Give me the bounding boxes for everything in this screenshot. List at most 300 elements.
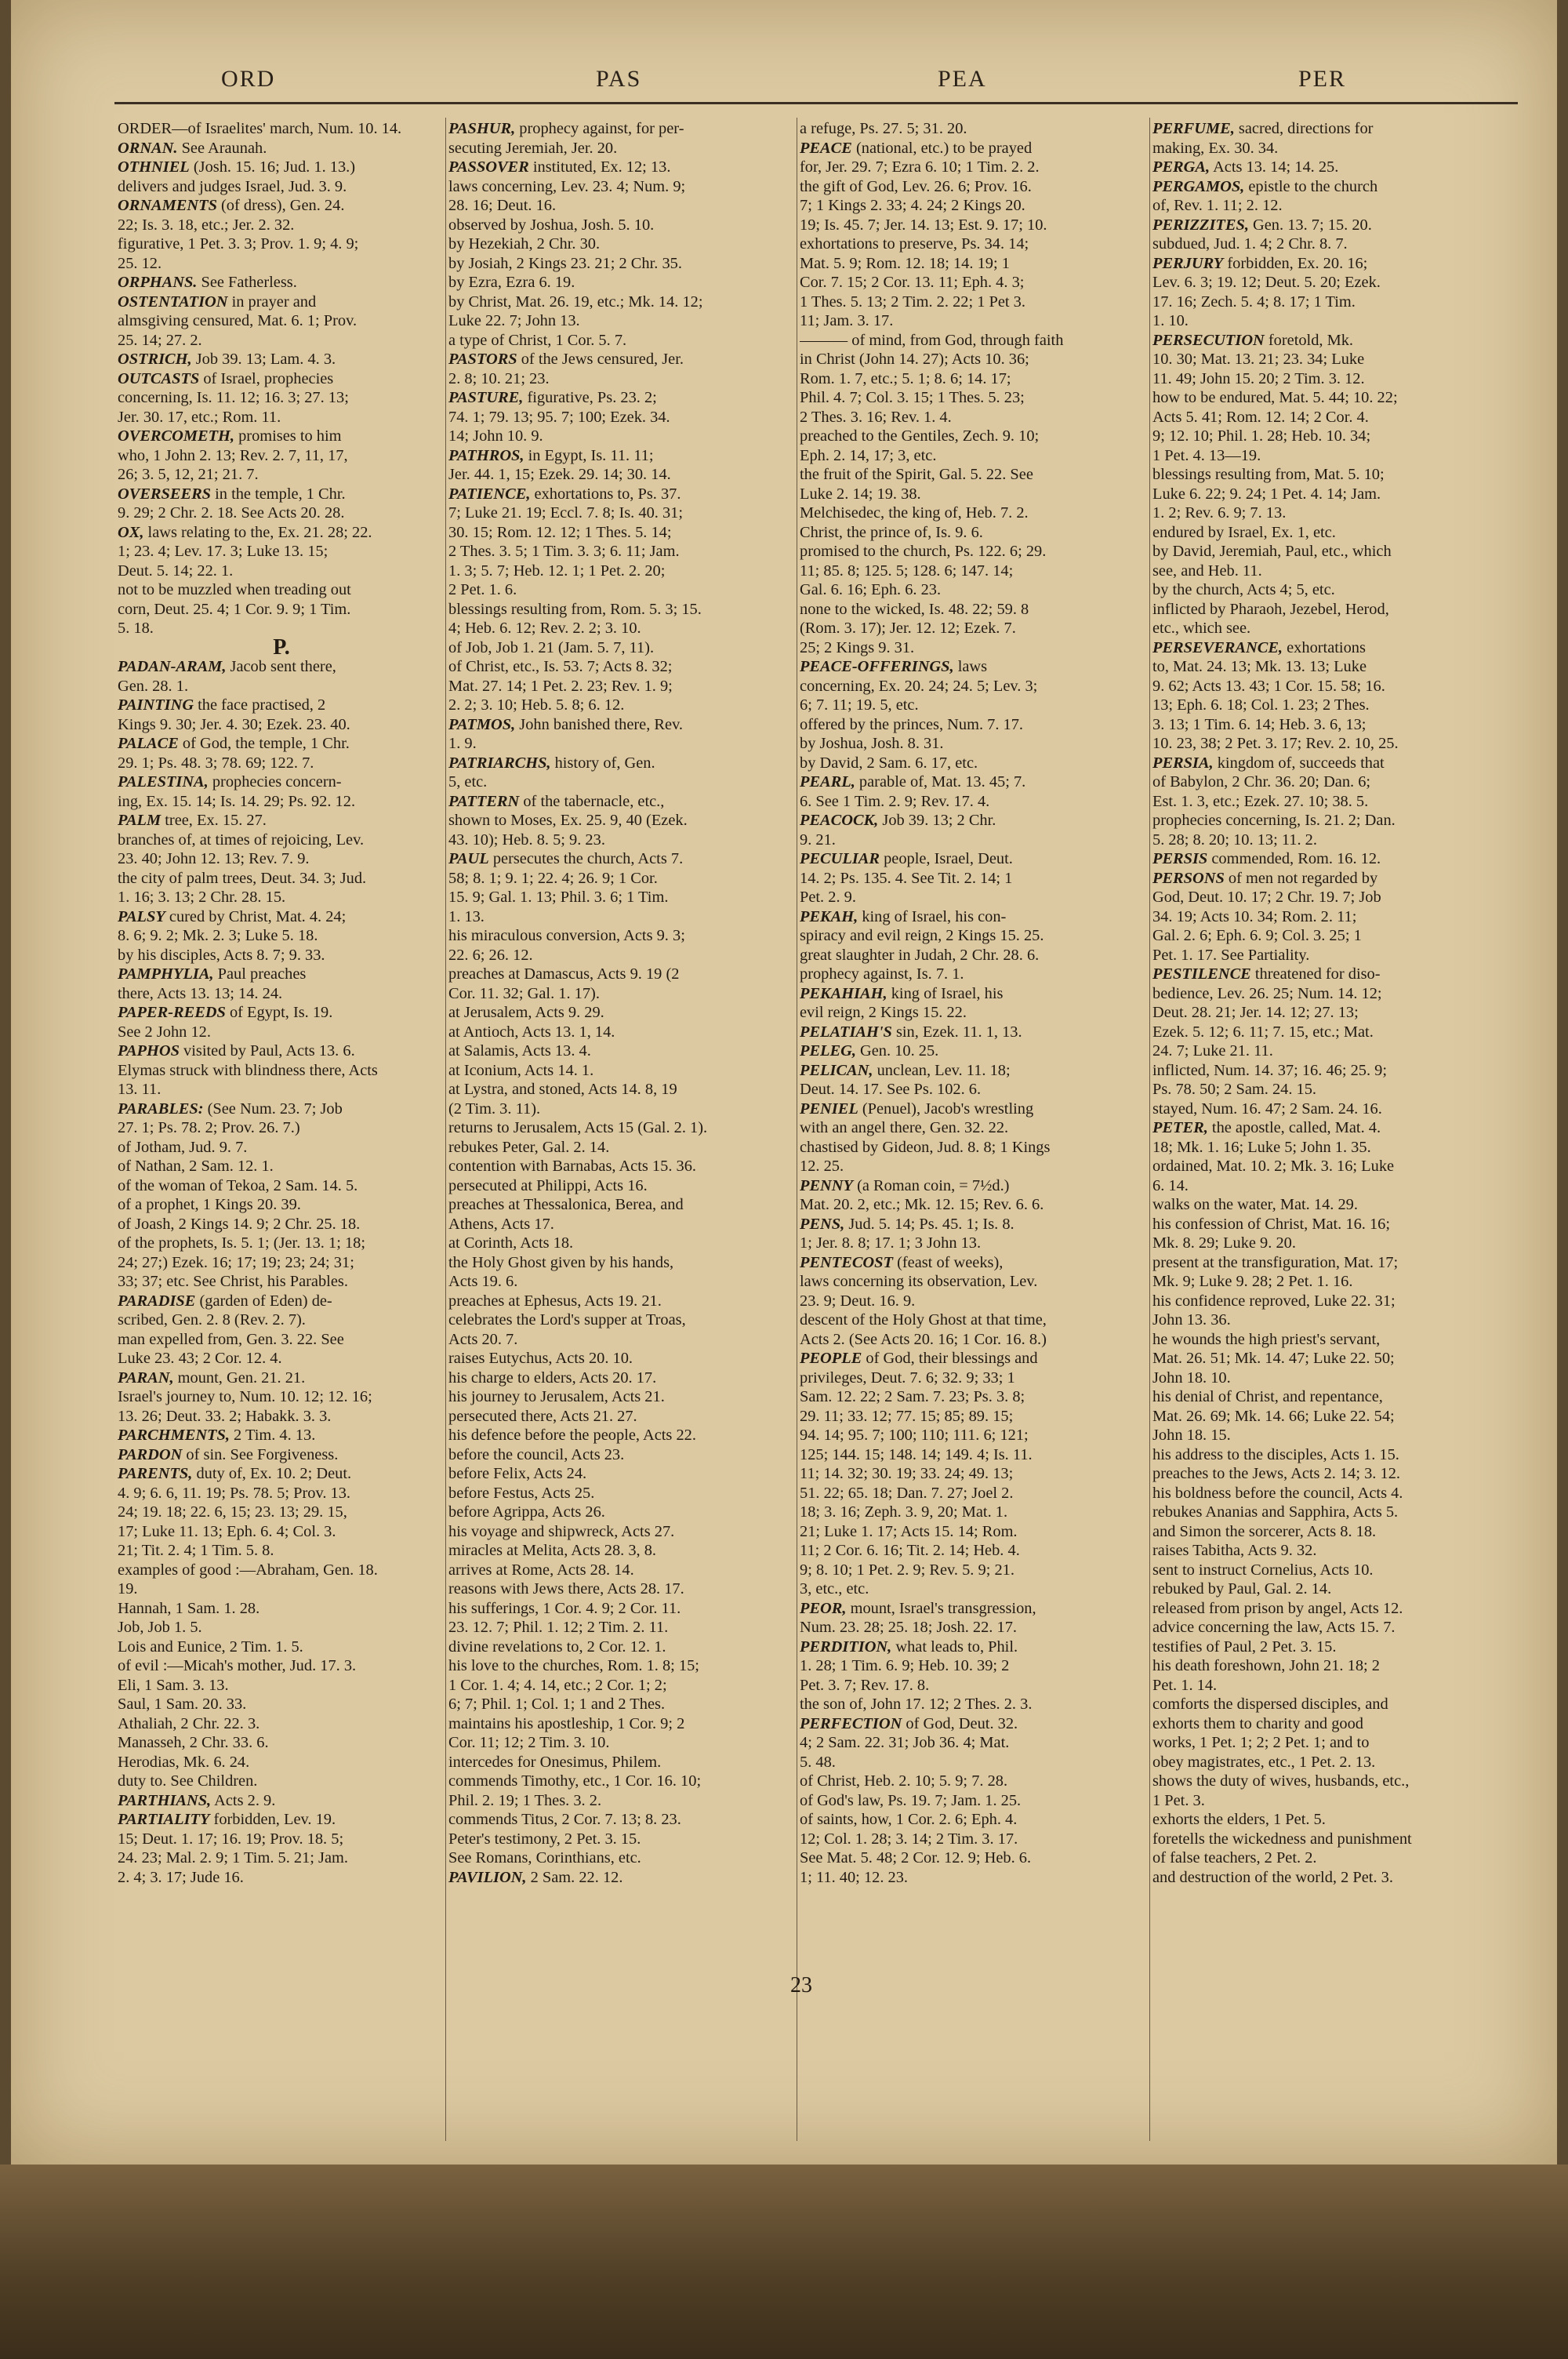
headword: OVERSEERS xyxy=(118,485,212,503)
index-entry-line: none to the wicked, Is. 48. 22; 59. 8 xyxy=(800,600,1029,618)
index-entry-line xyxy=(1152,254,1480,274)
index-entry-line: 28. 16; Deut. 16. xyxy=(448,197,557,214)
index-entry-line: obey magistrates, etc., 1 Pet. 2. 13. xyxy=(1152,1753,1376,1771)
index-entry-line: ordained, Mat. 10. 2; Mk. 3. 16; Luke xyxy=(1152,1158,1395,1175)
index-entry-line: blessings resulting from, Rom. 5. 3; 15. xyxy=(448,600,702,618)
index-entry-line: (2 Tim. 3. 11). xyxy=(448,1100,541,1118)
headword: PALESTINA, xyxy=(118,773,209,791)
index-column-2 xyxy=(448,119,776,1887)
entry-text: people, Israel, Deut. xyxy=(879,850,1013,867)
index-entry-line: Eli, 1 Sam. 3. 13. xyxy=(118,1676,229,1694)
index-entry-line: commends Titus, 2 Cor. 7. 13; 8. 23. xyxy=(448,1811,681,1828)
index-entry-line: 6. See 1 Tim. 2. 9; Rev. 17. 4. xyxy=(800,792,990,810)
index-entry-line: 2. 2; 3. 10; Heb. 5. 8; 6. 12. xyxy=(448,696,625,714)
headword: PERSECUTION xyxy=(1152,331,1265,349)
headword: PADAN-ARAM, xyxy=(118,658,227,675)
index-entry-line: 1. 3; 5. 7; Heb. 12. 1; 1 Pet. 2. 20; xyxy=(448,562,666,580)
index-entry-line: his voyage and shipwreck, Acts 27. xyxy=(448,1522,675,1540)
headword: PARCHMENTS, xyxy=(118,1427,230,1444)
index-entry-line: spiracy and evil reign, 2 Kings 15. 25. xyxy=(800,927,1044,944)
index-entry-line: his love to the churches, Rom. 1. 8; 15; xyxy=(448,1657,699,1674)
running-header-pas: PAS xyxy=(596,66,642,92)
index-entry-line: Herodias, Mk. 6. 24. xyxy=(118,1753,250,1771)
index-entry-line: 23. 40; John 12. 13; Rev. 7. 9. xyxy=(118,850,310,867)
index-entry-line xyxy=(118,293,445,312)
entry-text: in prayer and xyxy=(227,293,317,311)
index-entry-line: John 18. 15. xyxy=(1152,1427,1231,1444)
index-entry-line: 24; 19. 18; 22. 6, 15; 23. 13; 29. 15, xyxy=(118,1503,347,1521)
index-entry-line xyxy=(1152,177,1480,197)
index-entry-line: 8. 6; 9. 2; Mk. 2. 3; Luke 5. 18. xyxy=(118,927,318,944)
index-entry-line: with an angel there, Gen. 32. 22. xyxy=(800,1119,1009,1136)
index-entry-line: observed by Joshua, Josh. 5. 10. xyxy=(448,216,655,234)
headword: OSTENTATION xyxy=(118,293,228,311)
index-entry-line: 9. 29; 2 Chr. 2. 18. See Acts 20. 28. xyxy=(118,504,345,522)
entry-text: Jud. 5. 14; Ps. 45. 1; Is. 8. xyxy=(844,1215,1014,1233)
entry-text: Acts 2. 9. xyxy=(211,1791,276,1809)
entry-text: of God, their blessings and xyxy=(862,1350,1038,1367)
index-entry-line: 29. 1; Ps. 48. 3; 78. 69; 122. 7. xyxy=(118,754,314,772)
index-entry-line: his death foreshown, John 21. 18; 2 xyxy=(1152,1657,1380,1674)
entry-text: exhortations to, Ps. 37. xyxy=(530,485,681,503)
index-entry-line: at Salamis, Acts 13. 4. xyxy=(448,1042,591,1060)
index-entry-line xyxy=(118,1810,445,1830)
index-entry-line: 1. 28; 1 Tim. 6. 9; Heb. 10. 39; 2 xyxy=(800,1657,1010,1674)
index-entry-line: Pet. 2. 9. xyxy=(800,889,856,906)
headword: PESTILENCE xyxy=(1152,965,1251,983)
headword: PASTORS xyxy=(448,351,517,368)
headword: PERSONS xyxy=(1152,869,1225,887)
index-entry-line: his journey to Jerusalem, Acts 21. xyxy=(448,1388,665,1405)
index-entry-line: of Christ, Heb. 2. 10; 5. 9; 7. 28. xyxy=(800,1772,1008,1790)
headword: PERSIA, xyxy=(1152,754,1214,772)
headword: ORPHANS. xyxy=(118,274,198,291)
headword: PEACOCK, xyxy=(800,812,879,829)
index-entry-line: 14. 2; Ps. 135. 4. See Tit. 2. 14; 1 xyxy=(800,869,1013,887)
headword: PELATIAH'S xyxy=(800,1023,892,1041)
index-entry-line: promised to the church, Ps. 122. 6; 29. xyxy=(800,543,1047,560)
index-entry-line: 2. 4; 3. 17; Jude 16. xyxy=(118,1868,244,1886)
index-entry-line: 12; Col. 1. 28; 3. 14; 2 Tim. 3. 17. xyxy=(800,1830,1018,1848)
index-entry-line: laws concerning, Lev. 23. 4; Num. 9; xyxy=(448,177,686,195)
index-entry-line: 10. 30; Mat. 13. 21; 23. 34; Luke xyxy=(1152,351,1365,368)
index-entry-line xyxy=(800,772,1127,792)
entry-text: prophecy against, for per- xyxy=(515,120,684,137)
index-entry-line: 94. 14; 95. 7; 100; 110; 111. 6; 121; xyxy=(800,1427,1029,1444)
index-entry-line: 24. 7; Luke 21. 11. xyxy=(1152,1042,1273,1060)
index-entry-line xyxy=(118,1100,445,1119)
index-entry-line: divine revelations to, 2 Cor. 12. 1. xyxy=(448,1637,666,1656)
entry-text: parable of, Mat. 13. 45; 7. xyxy=(855,773,1026,791)
index-entry-line: Luke 2. 14; 19. 38. xyxy=(800,485,921,503)
headword: PERIZZITES, xyxy=(1152,216,1249,234)
entry-text: (Josh. 15. 16; Jud. 1. 13.) xyxy=(189,158,356,176)
index-entry-line: of Babylon, 2 Chr. 36. 20; Dan. 6; xyxy=(1152,773,1371,791)
index-entry-line: Deut. 5. 14; 22. 1. xyxy=(118,562,234,580)
index-entry-line: 33; 37; etc. See Christ, his Parables. xyxy=(118,1273,348,1290)
index-entry-line: 1. 16; 3. 13; 2 Chr. 28. 15. xyxy=(118,889,286,906)
index-entry-line: contention with Barnabas, Acts 15. 36. xyxy=(448,1158,697,1175)
entry-text: Job 39. 13; 2 Chr. xyxy=(878,812,996,829)
index-entry-line: preaches to the Jews, Acts 2. 14; 3. 12. xyxy=(1152,1465,1400,1482)
index-entry-line: bedience, Lev. 26. 25; Num. 14. 12; xyxy=(1152,984,1382,1002)
entry-text: the face practised, 2 xyxy=(194,696,326,714)
index-entry-line: 125; 144. 15; 148. 14; 149. 4; Is. 11. xyxy=(800,1445,1033,1463)
index-entry-line: at Iconium, Acts 14. 1. xyxy=(448,1061,594,1079)
index-entry-line xyxy=(800,1176,1127,1196)
entry-text: tree, Ex. 15. 27. xyxy=(161,812,267,829)
index-entry-line: concerning, Is. 11. 12; 16. 3; 27. 13; xyxy=(118,389,349,406)
index-entry-line: 2 Pet. 1. 6. xyxy=(448,581,517,598)
index-entry-line: Lev. 6. 3; 19. 12; Deut. 5. 20; Ezek. xyxy=(1152,274,1381,291)
index-entry-line: 1. 9. xyxy=(448,735,477,752)
index-entry-line xyxy=(800,984,1127,1004)
index-entry-line: 18; 3. 16; Zeph. 3. 9, 20; Mat. 1. xyxy=(800,1503,1008,1521)
index-entry-line: corn, Deut. 25. 4; 1 Cor. 9. 9; 1 Tim. xyxy=(118,600,351,618)
index-column-4 xyxy=(1152,119,1480,1887)
index-entry-line: prophecies concerning, Is. 21. 2; Dan. xyxy=(1152,812,1396,829)
index-entry-line: 1; Jer. 8. 8; 17. 1; 3 John 13. xyxy=(800,1234,982,1252)
index-entry-line: Job, Job 1. 5. xyxy=(118,1619,202,1636)
index-entry-line: offered by the princes, Num. 7. 17. xyxy=(800,715,1024,733)
headword: PEARL, xyxy=(800,773,855,791)
index-entry-line: of Job, Job 1. 21 (Jam. 5. 7, 11). xyxy=(448,638,655,656)
index-entry-line: Deut. 14. 17. See Ps. 102. 6. xyxy=(800,1081,982,1098)
index-entry-line: 51. 22; 65. 18; Dan. 7. 27; Joel 2. xyxy=(800,1484,1014,1502)
index-entry-line: 7; Luke 21. 19; Eccl. 7. 8; Is. 40. 31; xyxy=(448,504,684,522)
index-entry-line: at Antioch, Acts 13. 1, 14. xyxy=(448,1023,615,1041)
index-entry-line: 11; 14. 32; 30. 19; 33. 24; 49. 13; xyxy=(800,1465,1014,1482)
index-entry-line: 22. 6; 26. 12. xyxy=(448,946,533,964)
running-header-ord: ORD xyxy=(221,66,276,92)
index-entry-line: preaches at Ephesus, Acts 19. 21. xyxy=(448,1292,662,1310)
index-entry-line: Jer. 44. 1, 15; Ezek. 29. 14; 30. 14. xyxy=(448,466,671,483)
index-entry-line: branches of, at times of rejoicing, Lev. xyxy=(118,831,365,849)
index-entry-line: 26; 3. 5, 12, 21; 21. 7. xyxy=(118,466,259,483)
headword: PERSEVERANCE, xyxy=(1152,638,1283,656)
index-entry-line: 1; 23. 4; Lev. 17. 3; Luke 13. 15; xyxy=(118,543,328,560)
index-entry-line: of Joash, 2 Kings 14. 9; 2 Chr. 25. 18. xyxy=(118,1215,361,1233)
index-entry-line: 12. 25. xyxy=(800,1158,844,1175)
index-entry-line: 6; 7. 11; 19. 5, etc. xyxy=(800,696,919,714)
entry-text: (feast of weeks), xyxy=(892,1253,1004,1271)
index-entry-line xyxy=(1152,754,1480,773)
index-entry-line: intercedes for Onesimus, Philem. xyxy=(448,1753,662,1771)
index-entry-line: Ezek. 5. 12; 6. 11; 7. 15, etc.; Mat. xyxy=(1152,1023,1374,1041)
headword: PARAN, xyxy=(118,1369,174,1387)
index-entry-line xyxy=(118,1041,445,1061)
index-entry-line: 11. 49; John 15. 20; 2 Tim. 3. 12. xyxy=(1152,369,1365,387)
index-entry-line: of evil :—Micah's mother, Jud. 17. 3. xyxy=(118,1657,357,1674)
index-entry-line: Acts 20. 7. xyxy=(448,1330,518,1348)
index-entry-line: his confidence reproved, Luke 22. 31; xyxy=(1152,1292,1396,1310)
index-entry-line: inflicted by Pharaoh, Jezebel, Herod, xyxy=(1152,600,1389,618)
page-number: 23 xyxy=(790,1973,812,1997)
entry-text: duty of, Ex. 10. 2; Deut. xyxy=(192,1465,352,1482)
index-entry-line xyxy=(118,427,445,446)
index-entry-line: celebrates the Lord's supper at Troas, xyxy=(448,1311,686,1329)
index-entry-line: (Rom. 3. 17); Jer. 12. 12; Ezek. 7. xyxy=(800,620,1016,637)
index-entry-line: 11; 85. 8; 125. 5; 128. 6; 147. 14; xyxy=(800,562,1014,580)
index-entry-line: descent of the Holy Ghost at that time, xyxy=(800,1311,1047,1329)
index-entry-line: 4; 2 Sam. 22. 31; Job 36. 4; Mat. xyxy=(800,1734,1010,1751)
headword: PENIEL xyxy=(800,1100,858,1118)
index-column-1 xyxy=(118,119,445,1887)
index-entry-line xyxy=(800,139,1127,158)
index-entry-line xyxy=(118,657,445,677)
index-entry-line: Elymas struck with blindness there, Acts xyxy=(118,1061,378,1079)
index-entry-line: of, Rev. 1. 11; 2. 12. xyxy=(1152,197,1283,214)
entry-text: of God, Deut. 32. xyxy=(902,1714,1018,1732)
index-entry-line: exhortations to preserve, Ps. 34. 14; xyxy=(800,235,1029,253)
headword: PATIENCE, xyxy=(448,485,531,503)
headword: PAPHOS xyxy=(118,1042,180,1060)
index-entry-line: chastised by Gideon, Jud. 8. 8; 1 Kings xyxy=(800,1138,1051,1156)
index-entry-line: 1 Thes. 5. 13; 2 Tim. 2. 22; 1 Pet 3. xyxy=(800,293,1025,311)
index-entry-line xyxy=(800,1023,1127,1042)
index-entry-line: works, 1 Pet. 1; 2; 2 Pet. 1; and to xyxy=(1152,1734,1370,1751)
index-entry-line xyxy=(1152,1118,1480,1138)
index-entry-line: Lois and Eunice, 2 Tim. 1. 5. xyxy=(118,1637,303,1656)
index-entry-line: by the church, Acts 4; 5, etc. xyxy=(1152,581,1335,598)
headword: ORNAN. xyxy=(118,139,178,157)
index-entry-line: 1 Pet. 3. xyxy=(1152,1791,1205,1809)
headword: PARABLES: xyxy=(118,1100,204,1118)
entry-text: foretold, Mk. xyxy=(1264,331,1354,349)
headword: PAMPHYLIA, xyxy=(118,965,214,983)
headword: PERJURY xyxy=(1152,254,1224,272)
index-entry-line: the city of palm trees, Deut. 34. 3; Jud. xyxy=(118,869,367,887)
entry-text: (See Num. 23. 7; Job xyxy=(203,1100,343,1118)
index-entry-line: of Nathan, 2 Sam. 12. 1. xyxy=(118,1158,274,1175)
index-entry-line xyxy=(448,754,776,773)
index-entry-line xyxy=(118,158,445,177)
headword: OTHNIEL xyxy=(118,158,190,176)
index-entry-line: Rom. 1. 7, etc.; 5. 1; 8. 6; 14. 17; xyxy=(800,369,1011,387)
index-entry-line: Num. 23. 28; 25. 18; Josh. 22. 17. xyxy=(800,1619,1017,1636)
headword: PATRIARCHS, xyxy=(448,754,551,772)
index-entry-line: there, Acts 13. 13; 14. 24. xyxy=(118,984,283,1002)
index-entry-line: subdued, Jud. 1. 4; 2 Chr. 8. 7. xyxy=(1152,235,1348,253)
index-entry-line: 23. 12. 7; Phil. 1. 12; 2 Tim. 2. 11. xyxy=(448,1619,669,1636)
headword: OSTRICH, xyxy=(118,351,192,368)
index-entry-line: privileges, Deut. 7. 6; 32. 9; 33; 1 xyxy=(800,1369,1015,1387)
index-entry-line: 24. 23; Mal. 2. 9; 1 Tim. 5. 21; Jam. xyxy=(118,1849,349,1866)
index-entry-line: his defence before the people, Acts 22. xyxy=(448,1427,696,1444)
index-entry-line: 18; Mk. 1. 16; Luke 5; John 1. 35. xyxy=(1152,1138,1371,1156)
index-entry-line: examples of good :—Abraham, Gen. 18. xyxy=(118,1561,378,1579)
index-entry-line xyxy=(800,1599,1127,1619)
index-entry-line: 7; 1 Kings 2. 33; 4. 24; 2 Kings 20. xyxy=(800,197,1025,214)
index-entry-line: raises Tabitha, Acts 9. 32. xyxy=(1152,1542,1317,1559)
index-entry-line: 34. 19; Acts 10. 34; Rom. 2. 11; xyxy=(1152,907,1357,925)
index-entry-line: Eph. 2. 14, 17; 3, etc. xyxy=(800,446,937,464)
entry-text: of God, the temple, 1 Chr. xyxy=(178,735,350,752)
index-entry-line: 2 Thes. 3. 5; 1 Tim. 3. 3; 6. 11; Jam. xyxy=(448,543,680,560)
headword: PENTECOST xyxy=(800,1253,893,1271)
index-entry-line: Acts 19. 6. xyxy=(448,1273,518,1290)
entry-text: laws xyxy=(953,658,988,675)
index-entry-line: 4; Heb. 6. 12; Rev. 2. 2; 3. 10. xyxy=(448,620,641,637)
index-entry-line: the son of, John 17. 12; 2 Thes. 2. 3. xyxy=(800,1696,1033,1713)
index-entry-line: 5, etc. xyxy=(448,773,488,791)
index-entry-line: how to be endured, Mat. 5. 44; 10. 22; xyxy=(1152,389,1398,406)
index-entry-line: ORDER—of Israelites' march, Num. 10. 14. xyxy=(118,120,402,137)
index-entry-line: 3, etc., etc. xyxy=(800,1580,869,1598)
index-entry-line: 30. 15; Rom. 12. 12; 1 Thes. 5. 14; xyxy=(448,523,672,541)
entry-text: Gen. 10. 25. xyxy=(855,1042,939,1060)
headword: PARDON xyxy=(118,1445,183,1463)
index-entry-line: Est. 1. 3, etc.; Ezek. 27. 10; 38. 5. xyxy=(1152,792,1369,810)
entry-text: the apostle, called, Mat. 4. xyxy=(1207,1119,1381,1136)
index-entry-line: 29. 11; 33. 12; 77. 15; 85; 89. 15; xyxy=(800,1407,1014,1425)
index-entry-line: by Josiah, 2 Kings 23. 21; 2 Chr. 35. xyxy=(448,254,682,272)
entry-text: exhortations xyxy=(1283,638,1366,656)
index-entry-line: See 2 John 12. xyxy=(118,1023,211,1041)
index-entry-line xyxy=(448,119,776,139)
index-entry-line: and Simon the sorcerer, Acts 8. 18. xyxy=(1152,1522,1377,1540)
entry-text: forbidden, Ex. 20. 16; xyxy=(1223,254,1368,272)
index-entry-line: advice concerning the law, Acts 15. 7. xyxy=(1152,1619,1396,1636)
index-entry-line: Phil. 2. 19; 1 Thes. 3. 2. xyxy=(448,1791,602,1809)
index-entry-line: a type of Christ, 1 Cor. 5. 7. xyxy=(448,331,627,349)
index-entry-line: Kings 9. 30; Jer. 4. 30; Ezek. 23. 40. xyxy=(118,715,350,733)
entry-text: Job 39. 13; Lam. 4. 3. xyxy=(191,351,336,368)
entry-text: Paul preaches xyxy=(213,965,307,983)
header-rule xyxy=(114,102,1518,104)
index-entry-line: comforts the dispersed disciples, and xyxy=(1152,1696,1388,1713)
index-entry-line: Gal. 2. 6; Eph. 6. 9; Col. 3. 25; 1 xyxy=(1152,927,1362,944)
index-entry-line: maintains his apostleship, 1 Cor. 9; 2 xyxy=(448,1714,685,1732)
index-entry-line: before the council, Acts 23. xyxy=(448,1445,625,1463)
headword: PARADISE xyxy=(118,1292,196,1310)
entry-text: figurative, Ps. 23. 2; xyxy=(523,389,657,406)
index-entry-line: stayed, Num. 16. 47; 2 Sam. 24. 16. xyxy=(1152,1100,1382,1118)
entry-text: king of Israel, his con- xyxy=(858,907,1007,925)
index-entry-line: concerning, Ex. 20. 24; 24. 5; Lev. 3; xyxy=(800,677,1038,695)
index-entry-line: 23. 9; Deut. 16. 9. xyxy=(800,1292,916,1310)
entry-text: Acts 13. 14; 14. 25. xyxy=(1210,158,1339,176)
index-entry-line: by Hezekiah, 2 Chr. 30. xyxy=(448,235,601,253)
index-entry-line: of a prophet, 1 Kings 20. 39. xyxy=(118,1196,301,1213)
entry-text: (garden of Eden) de- xyxy=(195,1292,332,1310)
index-entry-line: 2. 8; 10. 21; 23. xyxy=(448,369,550,387)
entry-text: epistle to the church xyxy=(1244,177,1378,195)
index-entry-line: before Agrippa, Acts 26. xyxy=(448,1503,605,1521)
index-column-3 xyxy=(800,119,1127,1887)
index-entry-line: his miraculous conversion, Acts 9. 3; xyxy=(448,927,685,944)
index-entry-line: of God's law, Ps. 19. 7; Jam. 1. 25. xyxy=(800,1791,1022,1809)
entry-text: visited by Paul, Acts 13. 6. xyxy=(179,1042,355,1060)
headword: PASHUR, xyxy=(448,120,516,137)
index-entry-line: Luke 23. 43; 2 Cor. 12. 4. xyxy=(118,1350,282,1367)
index-entry-line xyxy=(800,1061,1127,1081)
entry-text: unclean, Lev. 11. 18; xyxy=(873,1061,1011,1079)
column-divider xyxy=(1149,118,1150,2141)
index-entry-line: ——— of mind, from God, through faith xyxy=(800,331,1064,349)
headword: PALACE xyxy=(118,735,179,752)
index-entry-line: 25; 2 Kings 9. 31. xyxy=(800,638,915,656)
index-entry-line: at Lystra, and stoned, Acts 14. 8, 19 xyxy=(448,1081,677,1098)
index-entry-line xyxy=(800,907,1127,927)
index-entry-line: his sufferings, 1 Cor. 4. 9; 2 Cor. 11. xyxy=(448,1599,681,1617)
index-entry-line: preached to the Gentiles, Zech. 9. 10; xyxy=(800,427,1040,445)
headword: PAUL xyxy=(448,850,489,867)
index-entry-line xyxy=(800,1215,1127,1234)
index-entry-line: of the woman of Tekoa, 2 Sam. 14. 5. xyxy=(118,1176,358,1194)
headword: PEKAHIAH, xyxy=(800,984,887,1002)
index-entry-line: Deut. 28. 21; Jer. 14. 12; 27. 13; xyxy=(1152,1004,1359,1021)
index-entry-line: foretells the wickedness and punishment xyxy=(1152,1830,1412,1848)
index-entry-line: inflicted, Num. 14. 37; 16. 46; 25. 9; xyxy=(1152,1061,1388,1079)
index-entry-line: Phil. 4. 7; Col. 3. 15; 1 Thes. 5. 23; xyxy=(800,389,1025,406)
index-entry-line: 3. 13; 1 Tim. 6. 14; Heb. 3. 6, 13; xyxy=(1152,715,1367,733)
index-entry-line: 9; 12. 10; Phil. 1. 28; Heb. 10. 34; xyxy=(1152,427,1371,445)
headword: PEACE-OFFERINGS, xyxy=(800,658,954,675)
headword: PELEG, xyxy=(800,1042,856,1060)
index-entry-line: See Romans, Corinthians, etc. xyxy=(448,1849,641,1866)
entry-text: See Fatherless. xyxy=(197,274,297,291)
index-entry-line xyxy=(118,523,445,543)
index-entry-line xyxy=(448,485,776,504)
index-entry-line: and destruction of the world, 2 Pet. 3. xyxy=(1152,1868,1393,1886)
index-entry-line xyxy=(118,273,445,293)
index-entry-line: 5. 48. xyxy=(800,1753,836,1771)
index-entry-line: 9. 62; Acts 13. 43; 1 Cor. 15. 58; 16. xyxy=(1152,677,1385,695)
index-entry-line: 58; 8. 1; 9. 1; 22. 4; 26. 9; 1 Cor. xyxy=(448,869,658,887)
index-entry-line xyxy=(118,1369,445,1388)
index-entry-line: Mat. 5. 9; Rom. 12. 18; 14. 19; 1 xyxy=(800,254,1010,272)
index-entry-line: 15; Deut. 1. 17; 16. 19; Prov. 18. 5; xyxy=(118,1830,344,1848)
index-entry-line xyxy=(1152,965,1480,984)
entry-text: in Egypt, Is. 11. 11; xyxy=(524,446,654,464)
index-entry-line: 17; Luke 11. 13; Eph. 6. 4; Col. 3. xyxy=(118,1522,336,1540)
entry-text: of Egypt, Is. 19. xyxy=(225,1004,333,1021)
index-entry-line: before Festus, Acts 25. xyxy=(448,1484,595,1502)
headword: PERFUME, xyxy=(1152,120,1235,137)
index-entry-line: Mat. 20. 2, etc.; Mk. 12. 15; Rev. 6. 6. xyxy=(800,1196,1044,1213)
headword: PATTERN xyxy=(448,792,520,810)
index-entry-line: 19; Is. 45. 7; Jer. 14. 13; Est. 9. 17; 10. xyxy=(800,216,1047,234)
index-entry-line: he wounds the high priest's servant, xyxy=(1152,1330,1381,1348)
index-entry-line: Manasseh, 2 Chr. 33. 6. xyxy=(118,1734,269,1751)
index-entry-line: Gal. 6. 16; Eph. 6. 23. xyxy=(800,581,942,598)
index-entry-line xyxy=(118,485,445,504)
index-entry-line: 27. 1; Ps. 78. 2; Prov. 26. 7.) xyxy=(118,1119,300,1136)
entry-text: Gen. 13. 7; 15. 20. xyxy=(1248,216,1372,234)
index-entry-line xyxy=(118,772,445,792)
index-entry-line xyxy=(118,139,445,158)
index-entry-line: of the prophets, Is. 5. 1; (Jer. 13. 1; 18; xyxy=(118,1234,366,1252)
headword: ORNAMENTS xyxy=(118,197,217,214)
index-entry-line: preaches at Damascus, Acts 9. 19 (2 xyxy=(448,965,680,983)
entry-text: king of Israel, his xyxy=(887,984,1004,1002)
index-entry-line xyxy=(448,388,776,408)
index-entry-line: delivers and judges Israel, Jud. 3. 9. xyxy=(118,177,347,195)
index-entry-line: Pet. 1. 17. See Partiality. xyxy=(1152,946,1310,964)
entry-text: mount, Gen. 21. 21. xyxy=(173,1369,306,1387)
index-entry-line: by David, 2 Sam. 6. 17, etc. xyxy=(800,754,978,772)
entry-text: of the Jews censured, Jer. xyxy=(517,351,684,368)
page-bottom-edge xyxy=(0,2165,1568,2359)
index-entry-line: etc., which see. xyxy=(1152,620,1251,637)
index-entry-line: present at the transfiguration, Mat. 17; xyxy=(1152,1253,1399,1271)
entry-text: what leads to, Phil. xyxy=(891,1637,1018,1656)
index-entry-line: 25. 12. xyxy=(118,254,162,272)
headword: PERGAMOS, xyxy=(1152,177,1245,195)
index-entry-line: 11; Jam. 3. 17. xyxy=(800,312,894,329)
index-entry-line: rebuked by Paul, Gal. 2. 14. xyxy=(1152,1580,1332,1598)
